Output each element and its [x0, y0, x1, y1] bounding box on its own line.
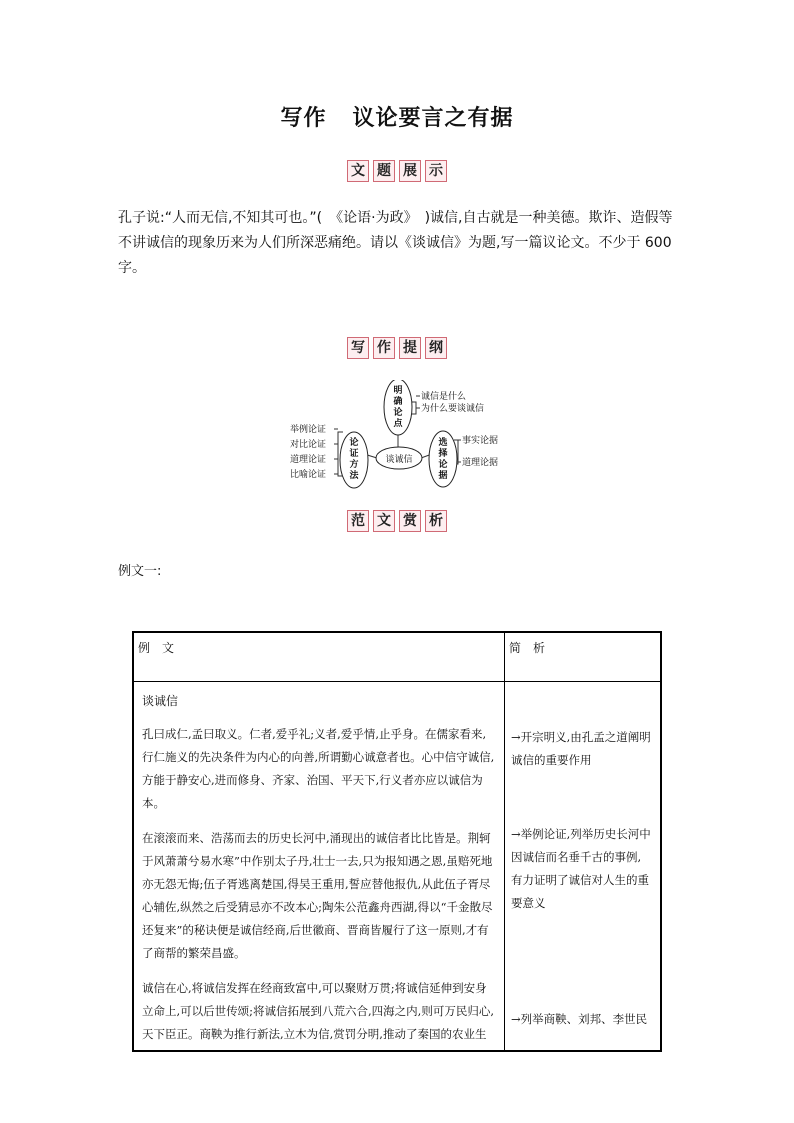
- page-title: [0, 101, 794, 132]
- mindmap-center-label: 谈诚信: [385, 455, 413, 465]
- mindmap-left-node: 论证方法: [349, 438, 359, 481]
- title-subject: 议论要言之有据: [352, 106, 514, 131]
- analysis-note: →开宗明义,由孔孟之道阐明诚信的重要作用: [511, 730, 651, 767]
- badge-char: 文: [347, 160, 369, 182]
- header-example: 例 文: [133, 632, 505, 682]
- mindmap-left-item: 道理论证: [290, 455, 327, 465]
- badge-char: 范: [347, 510, 369, 532]
- essay-body: [133, 682, 505, 1052]
- badge-topic: [0, 160, 794, 182]
- mindmap-top-item: 诚信是什么: [421, 392, 467, 402]
- mindmap-top-node: 明确论点: [393, 386, 403, 429]
- mindmap-left-item: 举例论证: [290, 425, 327, 435]
- mindmap-right-item: 道理论据: [462, 458, 499, 468]
- writing-prompt: 孔子说:“人而无信,不知其可也。”( 《论语·为政》 )诚信,自古就是一种美德。欺诈、造假等不讲诚信的现象历来为人们所深恶痛绝。请以《谈诚信》为题,写一篇议论文。不少于 600 字。: [118, 210, 673, 276]
- outline-mindmap: [288, 380, 508, 490]
- badge-char: 文: [373, 510, 395, 532]
- essay-paragraph: 孔曰成仁,孟曰取义。仁者,爱乎礼;义者,爱乎情,止乎身。在儒家看来,行仁施义的先决条件为内心的向善,所谓勤心诚意者也。心中信守诚信,方能于静安心,进而修身、齐家、治国、平天下,行义者亦应以诚信为本。: [142, 727, 495, 810]
- badge-char: 析: [425, 510, 447, 532]
- example-label: 例文一:: [118, 564, 162, 579]
- badge-char: 提: [399, 337, 421, 359]
- badge-char: 展: [399, 160, 421, 182]
- essay-table: [132, 631, 662, 1052]
- badge-char: 题: [373, 160, 395, 182]
- badge-samples: [0, 510, 794, 532]
- analysis-note: →举例论证,列举历史长河中因诚信而名垂千古的事例,有力证明了诚信对人生的重要意义: [511, 827, 651, 910]
- badge-char: 纲: [425, 337, 447, 359]
- essay-title: 谈诚信: [142, 694, 179, 708]
- badge-outline: [0, 337, 794, 359]
- mindmap-right-item: 事实论据: [462, 436, 499, 446]
- title-category: 写作: [280, 106, 327, 131]
- badge-char: 写: [347, 337, 369, 359]
- badge-char: 赏: [399, 510, 421, 532]
- badge-char: 作: [373, 337, 395, 359]
- mindmap-left-item: 对比论证: [290, 440, 327, 450]
- header-analysis: 简 析: [505, 632, 661, 682]
- mindmap-top-item: 为什么要谈诚信: [421, 404, 485, 414]
- analysis-column: [505, 682, 661, 1052]
- badge-char: 示: [425, 160, 447, 182]
- essay-paragraph: 诚信在心,将诚信发挥在经商致富中,可以聚财万贯;将诚信延伸到安身立命上,可以后世传颂;将诚信拓展到八荒六合,四海之内,则可万民归心,天下臣正。商鞅为推行新法,立木为信,赏罚分明,推动了秦国的农业生: [142, 981, 494, 1041]
- mindmap-left-item: 比喻论证: [290, 470, 327, 480]
- analysis-note: →列举商鞅、刘邦、李世民: [511, 1012, 648, 1026]
- mindmap-right-node: 选择论据: [438, 438, 448, 481]
- essay-paragraph: 在滚滚而来、浩荡而去的历史长河中,涌现出的诚信者比比皆是。荆轲于风萧萧兮易水寒”中作别太子丹,壮士一去,只为报知遇之恩,虽赔死地亦无怨无悔;伍子胥逃离楚国,得吴王重用,誓应替他报仇,从此伍子胥尽心辅佐,纵然之后受猜忌亦不改本心;陶朱公范鑫舟西湖,得以“千金散尽还复来”的秘诀便是诚信经商,后世徽商、晋商皆履行了这一原则,才有了商帮的繁荣昌盛。: [142, 831, 493, 960]
